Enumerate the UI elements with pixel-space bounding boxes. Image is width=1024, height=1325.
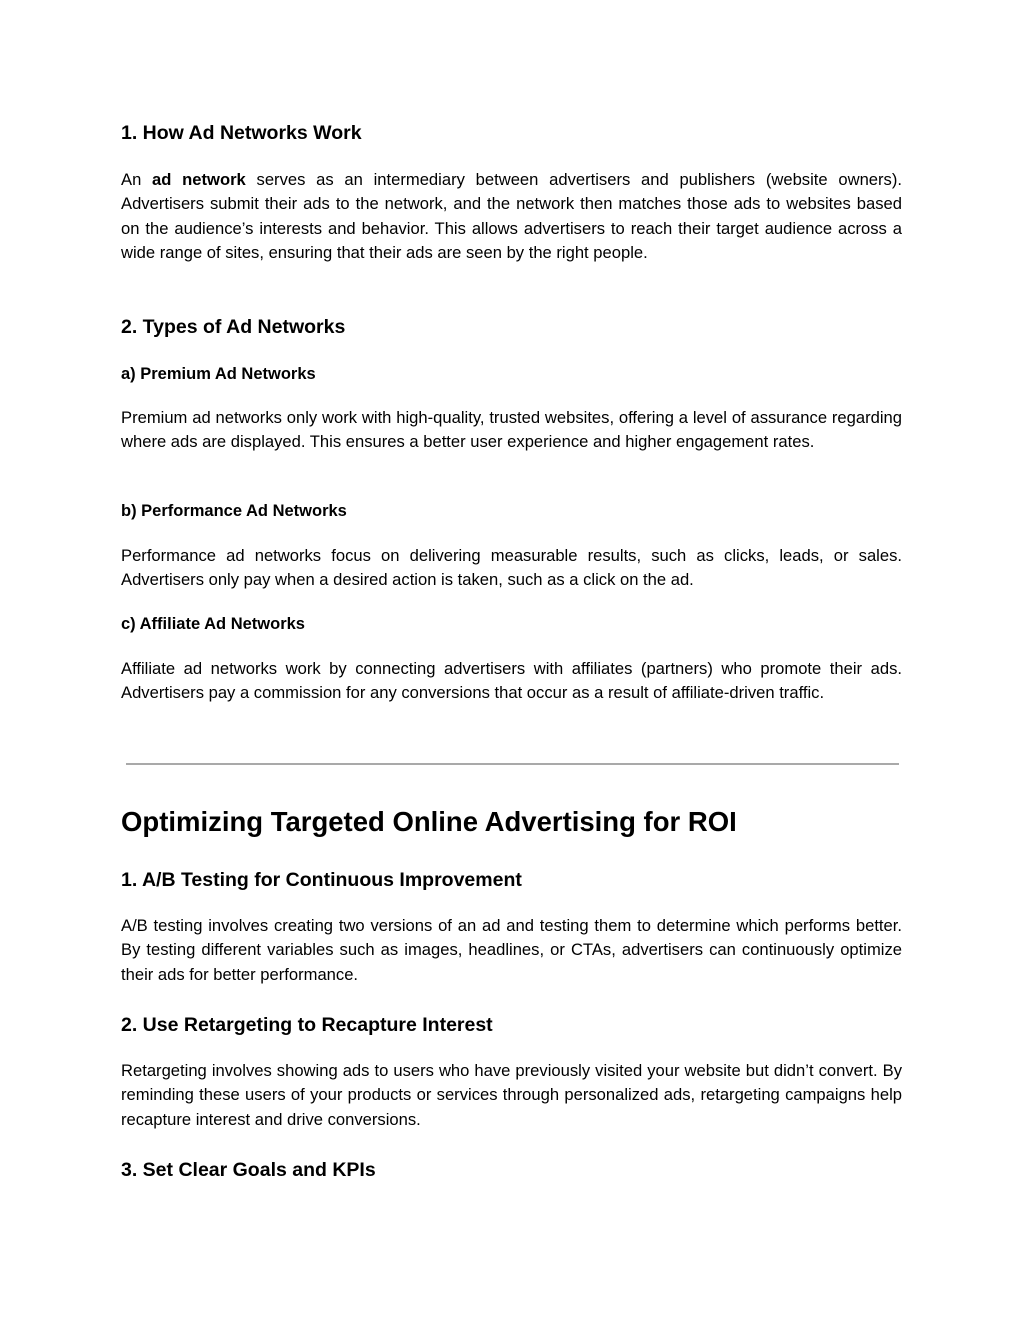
heading-retargeting: 2. Use Retargeting to Recapture Interest bbox=[121, 1014, 493, 1036]
heading-set-clear-goals: 3. Set Clear Goals and KPIs bbox=[121, 1159, 376, 1181]
intro-lead-text: An bbox=[121, 170, 153, 189]
subheading-affiliate-ad-networks: c) Affiliate Ad Networks bbox=[121, 615, 305, 633]
horizontal-divider bbox=[126, 763, 899, 765]
heading-types-of-ad-networks: 2. Types of Ad Networks bbox=[121, 316, 346, 338]
intro-rest-text: serves as an intermediary between advertisers and publishers (website owners). Advertisers submit their ads to the network, and the network then matches those ads to websites based on the audience’s interests and behavior. This allows advertisers to reach their target audience across a wide range of sites, ensuring that their ads are seen by the right people. bbox=[121, 170, 902, 262]
paragraph-ad-network-intro bbox=[121, 168, 902, 265]
paragraph-premium-ad-networks: Premium ad networks only work with high-quality, trusted websites, offering a level of assurance regarding where ads are displayed. This ensures a better user experience and higher engagement rates. bbox=[121, 408, 902, 452]
heading-how-ad-networks-work: 1. How Ad Networks Work bbox=[121, 122, 362, 144]
paragraph-affiliate-ad-networks: Affiliate ad networks work by connecting advertisers with affiliates (partners) who promote their ads. Advertisers pay a commission for any conversions that occur as a result of affiliate-driven traffic. bbox=[121, 659, 902, 703]
term-ad-network: ad network bbox=[152, 170, 246, 189]
subheading-premium-ad-networks: a) Premium Ad Networks bbox=[121, 365, 316, 383]
subheading-performance-ad-networks: b) Performance Ad Networks bbox=[121, 502, 347, 520]
paragraph-ab-testing: A/B testing involves creating two versions of an ad and testing them to determine which performs better. By testing different variables such as images, headlines, or CTAs, advertisers can continuously optimize their ads for better performance. bbox=[121, 916, 902, 984]
paragraph-retargeting: Retargeting involves showing ads to users who have previously visited your website but didn’t convert. By reminding these users of your products or services through personalized ads, retargeting campaigns help recapture interest and drive conversions. bbox=[121, 1061, 902, 1129]
paragraph-performance-ad-networks: Performance ad networks focus on delivering measurable results, such as clicks, leads, or sales. Advertisers only pay when a desired action is taken, such as a click on the ad. bbox=[121, 546, 902, 590]
heading-ab-testing: 1. A/B Testing for Continuous Improvement bbox=[121, 869, 522, 891]
title-optimizing-targeted-advertising: Optimizing Targeted Online Advertising for ROI bbox=[121, 806, 737, 837]
